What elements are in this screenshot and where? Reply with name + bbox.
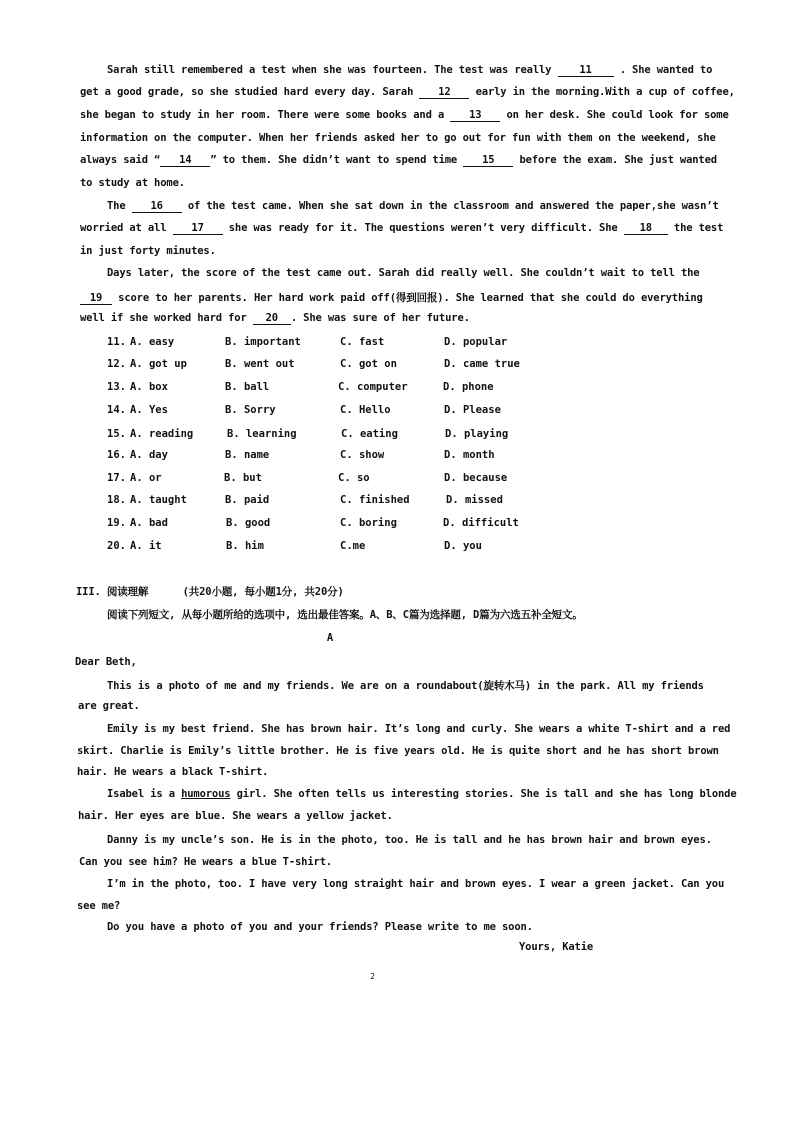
letter-line: hair. He wears a black T-shirt.: [77, 766, 269, 778]
letter-line: skirt. Charlie is Emily’s little brother. He is five years old. He is quite short and he has short brown: [77, 745, 719, 757]
letter-line: hair. Her eyes are blue. She wears a yellow jacket.: [78, 810, 393, 822]
cloze-line: information on the computer. When her friends asked her to go out for fun with them on the weekend, she: [80, 132, 716, 144]
option-d: D. missed: [446, 494, 503, 506]
cloze-line: The 16 of the test came. When she sat down in the classroom and answered the paper,she wasn’t: [107, 200, 719, 212]
blank-16: 16: [132, 200, 182, 213]
option-d: D. you: [444, 540, 482, 552]
cloze-line: to study at home.: [80, 177, 185, 189]
question-number: 11.: [107, 336, 126, 348]
cloze-line: 19 score to her parents. Her hard work paid off(得到回报). She learned that she could do everything: [80, 290, 703, 305]
section-instruction: 阅读下列短文, 从每小题所给的选项中, 选出最佳答案。A、B、C篇为选择题, D篇为六选五补全短文。: [107, 609, 583, 621]
cloze-line: Days later, the score of the test came out. Sarah did really well. She couldn’t wait to tell the: [107, 267, 700, 279]
option-d: D. popular: [444, 336, 508, 348]
cloze-line: in just forty minutes.: [80, 245, 216, 257]
option-a: A. reading: [130, 428, 194, 440]
option-a: A. it: [130, 540, 162, 552]
page-number: 2: [370, 972, 375, 981]
option-b: B. him: [226, 540, 264, 552]
option-c: C. finished: [340, 494, 410, 506]
option-a: A. bad: [130, 517, 168, 529]
option-c: C. Hello: [340, 404, 391, 416]
letter-line: This is a photo of me and my friends. We are on a roundabout(旋转木马) in the park. All my friends: [107, 680, 704, 692]
blank-14: 14: [160, 154, 210, 167]
blank-15: 15: [463, 154, 513, 167]
letter-line: Can you see him? He wears a blue T-shirt.: [79, 856, 333, 868]
option-a: A. day: [130, 449, 168, 461]
option-b: B. learning: [227, 428, 297, 440]
question-number: 17.: [107, 472, 126, 484]
option-a: A. got up: [130, 358, 187, 370]
option-c: C. show: [340, 449, 385, 461]
option-d: D. because: [444, 472, 508, 484]
question-number: 19.: [107, 517, 126, 529]
cloze-line: get a good grade, so she studied hard every day. Sarah 12 early in the morning.With a cup of coffee,: [80, 86, 735, 98]
option-b: B. paid: [225, 494, 270, 506]
letter-line: I’m in the photo, too. I have very long straight hair and brown eyes. I wear a green jacket. Can you: [107, 878, 725, 890]
option-a: A. easy: [130, 336, 175, 348]
cloze-line: she began to study in her room. There were some books and a 13 on her desk. She could look for some: [80, 109, 729, 121]
question-number: 13.: [107, 381, 126, 393]
blank-20: 20: [253, 312, 291, 325]
cloze-line: Sarah still remembered a test when she was fourteen. The test was really 11 . She wanted to: [107, 64, 713, 76]
question-number: 18.: [107, 494, 126, 506]
letter-line: Isabel is a humorous girl. She often tells us interesting stories. She is tall and she has long blonde: [107, 788, 737, 800]
option-c: C. fast: [340, 336, 385, 348]
letter-line: Emily is my best friend. She has brown hair. It’s long and curly. She wears a white T-shirt and a red: [107, 723, 731, 735]
blank-13: 13: [450, 109, 500, 122]
cloze-line: always said “ 14 ” to them. She didn’t want to spend time 15 before the exam. She just wanted: [80, 154, 717, 166]
section-heading: III. 阅读理解 (共20小题, 每小题1分, 共20分): [76, 586, 344, 598]
option-c: C. got on: [340, 358, 397, 370]
option-b: B. went out: [225, 358, 295, 370]
option-d: D. month: [444, 449, 495, 461]
letter-line: Do you have a photo of you and your friends? Please write to me soon.: [107, 921, 533, 933]
blank-12: 12: [419, 86, 469, 99]
question-number: 16.: [107, 449, 126, 461]
option-b: B. ball: [225, 381, 270, 393]
option-d: D. came true: [444, 358, 520, 370]
blank-17: 17: [173, 222, 223, 235]
option-c: C. computer: [338, 381, 408, 393]
option-d: D. Please: [444, 404, 501, 416]
question-number: 15.: [107, 428, 126, 440]
option-b: B. Sorry: [225, 404, 276, 416]
question-number: 20.: [107, 540, 126, 552]
blank-19: 19: [80, 292, 112, 305]
letter-signature: Yours, Katie: [519, 941, 594, 953]
option-b: B. name: [225, 449, 270, 461]
option-a: A. taught: [130, 494, 187, 506]
option-d: D. difficult: [443, 517, 519, 529]
option-c: C. eating: [341, 428, 398, 440]
option-a: A. box: [130, 381, 168, 393]
option-d: D. playing: [445, 428, 509, 440]
option-c: C. so: [338, 472, 370, 484]
option-b: B. but: [224, 472, 262, 484]
passage-label: A: [326, 632, 334, 644]
blank-11: 11: [558, 64, 614, 77]
blank-18: 18: [624, 222, 668, 235]
question-number: 12.: [107, 358, 126, 370]
question-number: 14.: [107, 404, 126, 416]
letter-line: see me?: [77, 900, 121, 912]
option-a: A. or: [130, 472, 162, 484]
underlined-word: humorous: [181, 788, 231, 800]
cloze-line: worried at all 17 she was ready for it. The questions weren’t very difficult. She 18 the test: [80, 222, 724, 234]
letter-line: are great.: [78, 700, 140, 712]
option-c: C. boring: [340, 517, 397, 529]
letter-greeting: Dear Beth,: [75, 656, 137, 668]
option-a: A. Yes: [130, 404, 168, 416]
letter-line: Danny is my uncle’s son. He is in the photo, too. He is tall and he has brown hair and brown eyes.: [107, 834, 712, 846]
option-d: D. phone: [443, 381, 494, 393]
cloze-line: well if she worked hard for 20 . She was sure of her future.: [80, 312, 470, 324]
option-b: B. important: [225, 336, 301, 348]
option-b: B. good: [226, 517, 271, 529]
option-c: C.me: [340, 540, 366, 552]
